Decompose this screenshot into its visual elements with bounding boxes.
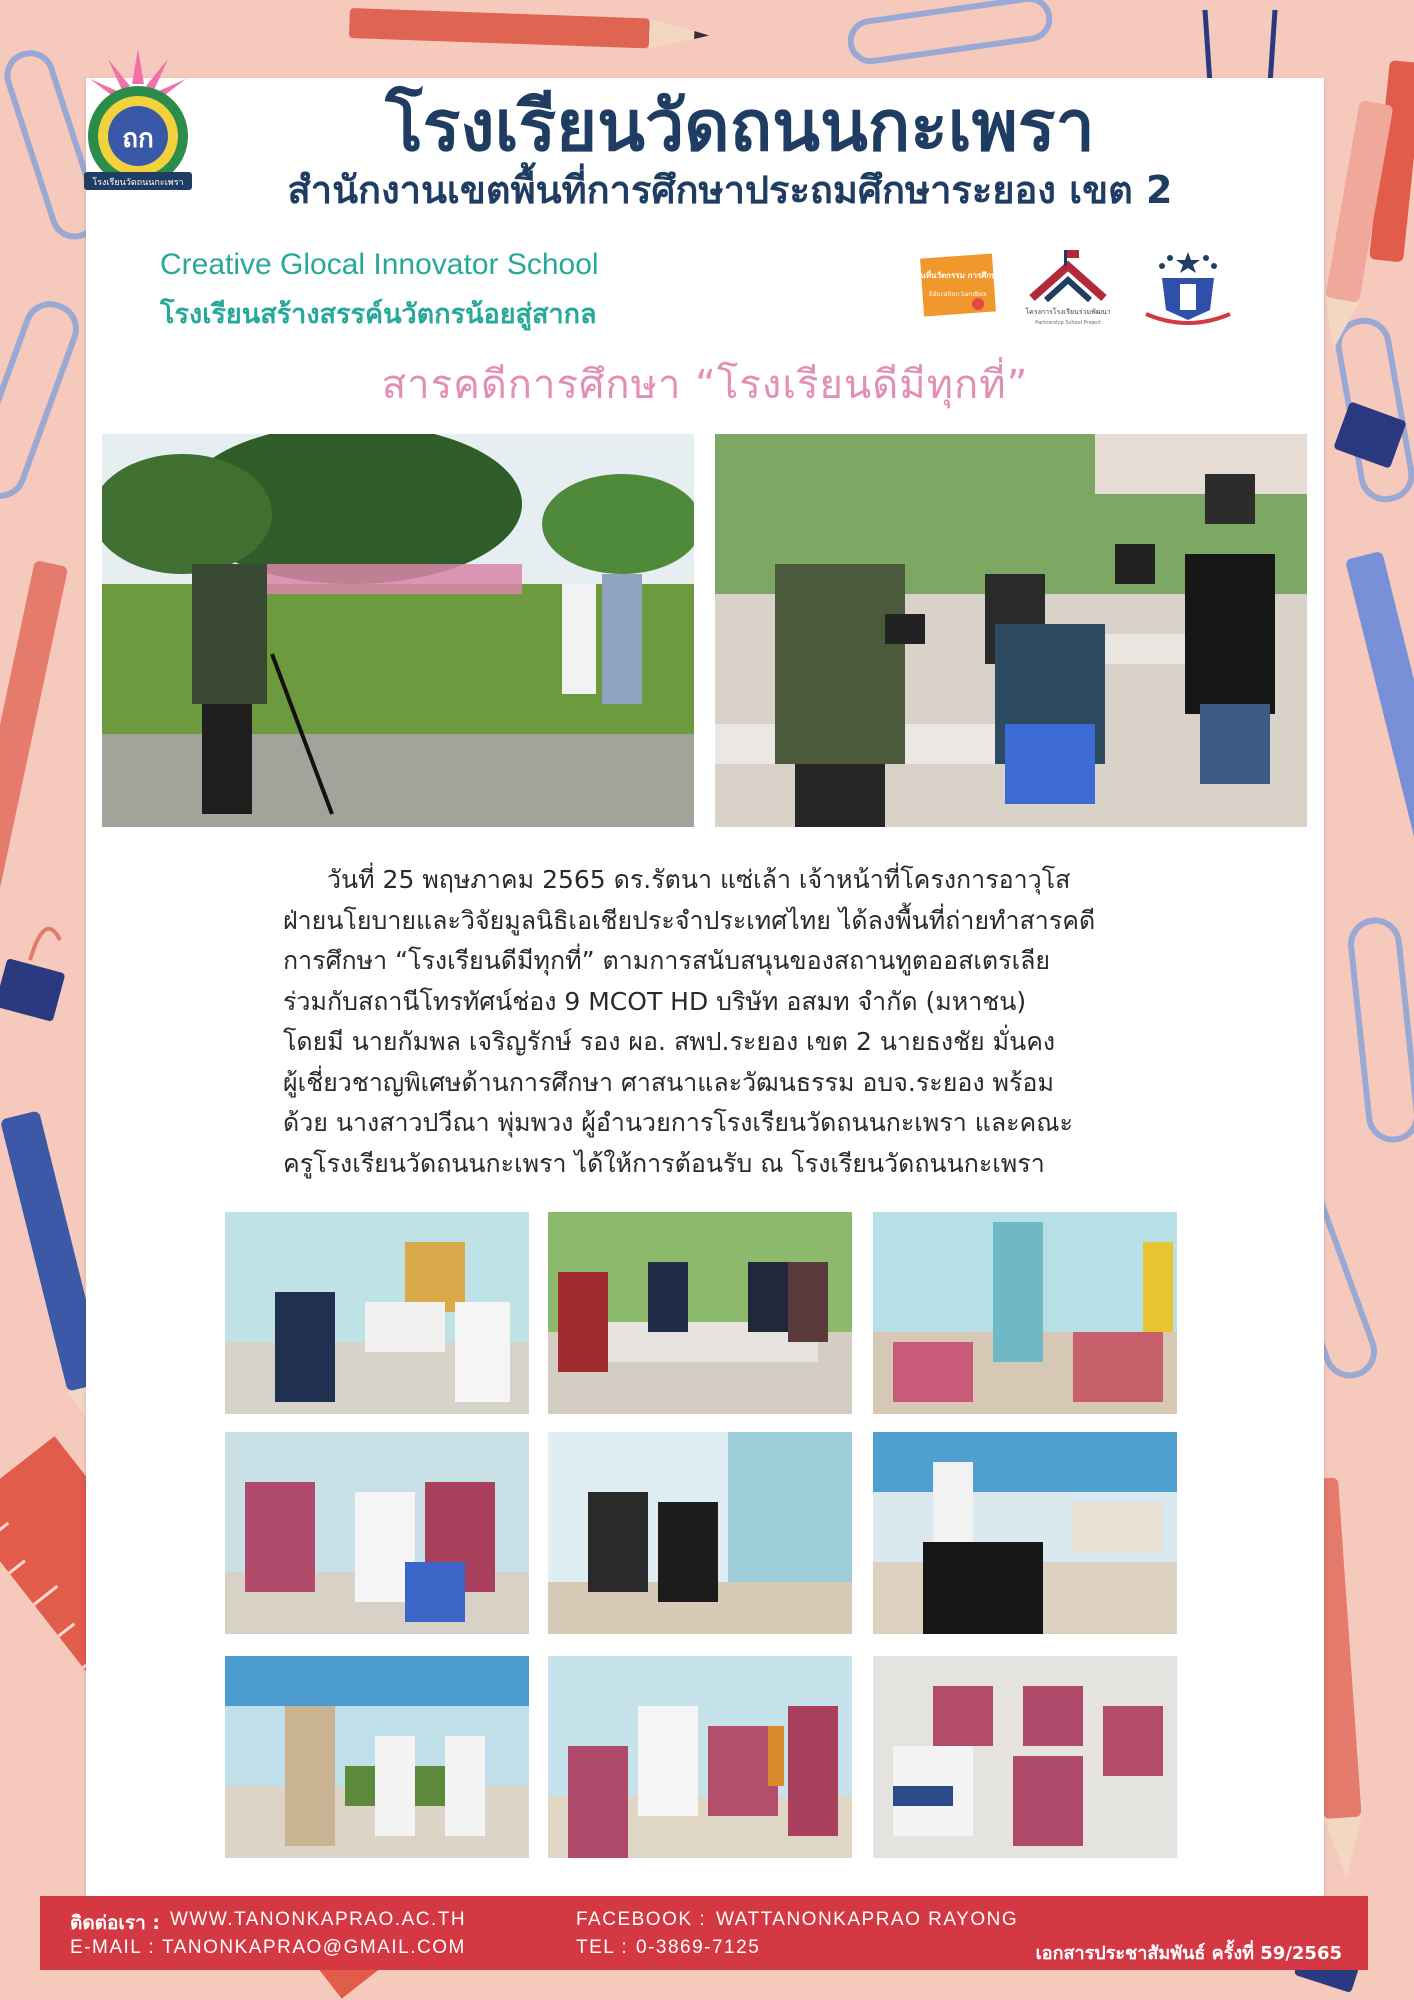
logo-caption: โรงเรียนวัดถนนกะเพรา <box>92 178 184 188</box>
sandbox-logo-text: พื้นที่นวัตกรรม การศึกษา <box>920 271 1000 280</box>
article-line: วันที่ 25 พฤษภาคม 2565 ดร.รัตนา แซ่เล้า เจ้าหน้าที่โครงการอาวุโส <box>327 865 1071 894</box>
partnership-school-logo <box>1022 248 1114 332</box>
email-label: E-MAIL : <box>70 1937 156 1958</box>
education-office-subtitle: สำนักงานเขตพื้นที่การศึกษาประถมศึกษาระยอง เขต 2 <box>287 168 1173 212</box>
tagline-thai: โรงเรียนสร้างสรรค์นวัตกรน้อยสู่สากล <box>160 299 597 330</box>
document-number: เอกสารประชาสัมพันธ์ ครั้งที่ 59/2565 <box>1035 1943 1342 1964</box>
article-line: ฝ่ายนโยบายและวิจัยมูลนิธิเอเชียประจำประเทศไทย ได้ลงพื้นที่ถ่ายทำสารคดี <box>283 905 1096 935</box>
email-link[interactable]: TANONKAPRAO@GMAIL.COM <box>162 1937 466 1958</box>
facebook-link[interactable]: WATTANONKAPRAO RAYONG <box>716 1909 1019 1930</box>
contact-footer <box>40 1896 1368 1970</box>
tel-label: TEL : <box>576 1937 629 1958</box>
documentary-headline: สารคดีการศึกษา “โรงเรียนดีมีทุกที่” <box>381 362 1029 408</box>
school-name-title: โรงเรียนวัดถนนกะเพรา <box>385 85 1095 167</box>
article-line: ด้วย นางสาวปวีณา พุ่มพวง ผู้อำนวยการโรงเรียนวัดถนนกะเพรา และคณะ <box>283 1108 1073 1137</box>
gallery-photo <box>873 1656 1177 1858</box>
gallery-photo <box>873 1432 1177 1634</box>
website-link[interactable]: WWW.TANONKAPRAO.AC.TH <box>170 1909 467 1930</box>
gallery-photo <box>548 1432 852 1634</box>
logo-monogram: ถก <box>122 124 154 154</box>
gallery-photo <box>225 1212 529 1414</box>
photo-interview-filming <box>715 434 1307 827</box>
sandbox-logo-subtext: Education Sandbox <box>929 291 987 298</box>
contact-label: ติดต่อเรา : <box>70 1912 161 1934</box>
gallery-photo <box>225 1656 529 1858</box>
obec-logo <box>1140 248 1236 332</box>
article-line: การศึกษา “โรงเรียนดีมีทุกที่” ตามการสนับสนุนของสถานทูตออสเตรเลีย <box>283 946 1051 975</box>
gallery-photo <box>225 1432 529 1634</box>
article-line: ครูโรงเรียนวัดถนนกะเพรา ได้ให้การต้อนรับ ณ โรงเรียนวัดถนนกะเพรา <box>283 1148 1045 1178</box>
article-body <box>283 860 1143 1184</box>
facebook-label: FACEBOOK : <box>576 1909 707 1930</box>
phone-number: 0-3869-7125 <box>636 1937 761 1958</box>
gallery-photo <box>873 1212 1177 1414</box>
article-line: ร่วมกับสถานีโทรทัศน์ช่อง 9 MCOT HD บริษัท อสมท จำกัด (มหาชน) <box>283 986 1027 1016</box>
article-line: โดยมี นายกัมพล เจริญรักษ์ รอง ผอ. สพป.ระยอง เขต 2 นายธงชัย มั่นคง <box>283 1027 1056 1056</box>
photo-school-yard-filming <box>102 434 694 827</box>
article-line: ผู้เชี่ยวชาญพิเศษด้านการศึกษา ศาสนาและวัฒนธรรม อบจ.ระยอง พร้อม <box>283 1067 1054 1097</box>
tagline-english: Creative Glocal Innovator School <box>160 248 599 281</box>
partnership-logo-text: โครงการโรงเรียนร่วมพัฒนา <box>1025 308 1111 316</box>
partnership-logo-subtext: Partnership School Project <box>1035 320 1101 326</box>
gallery-photo <box>548 1212 852 1414</box>
gallery-photo <box>548 1656 852 1858</box>
education-sandbox-logo <box>920 248 1000 322</box>
